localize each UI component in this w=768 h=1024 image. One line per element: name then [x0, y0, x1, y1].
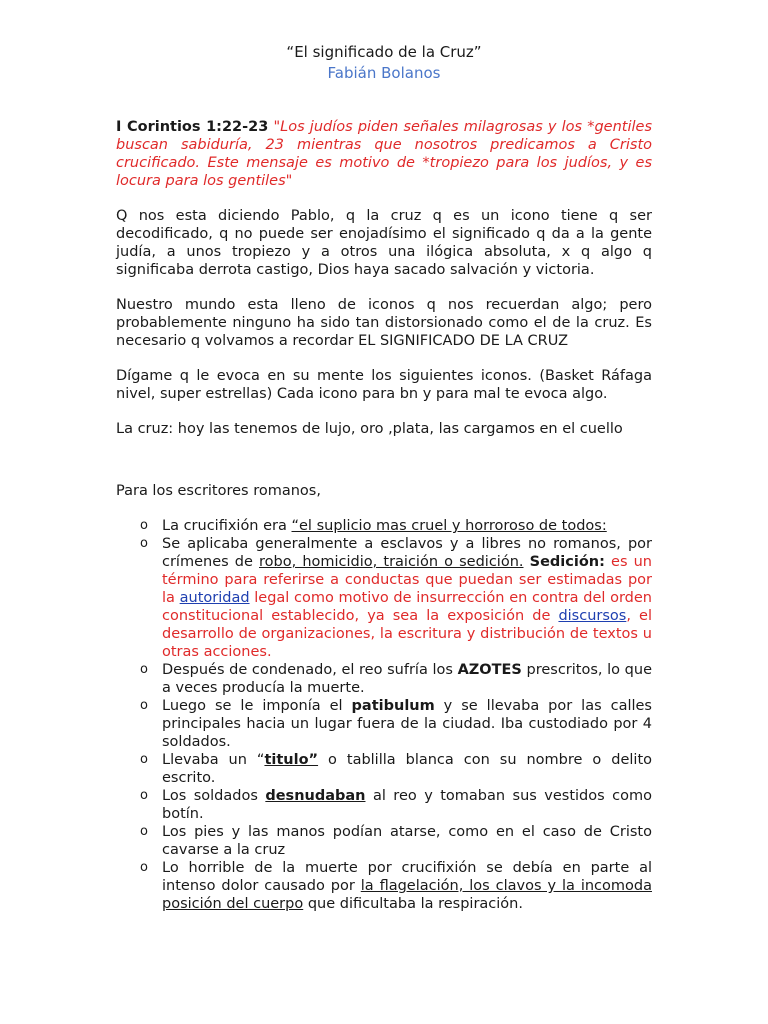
verse-reference: I Corintios 1:22-23	[116, 119, 269, 135]
list-item	[116, 823, 652, 859]
bullet-text: o tablilla blanca con su nombre o delito escrito.	[162, 752, 653, 786]
bullet-bold-term: titulo”	[264, 752, 319, 768]
list-item	[116, 517, 652, 535]
spacer	[116, 455, 652, 482]
bullet-bold-term: AZOTES	[457, 662, 522, 678]
autoridad-link[interactable]: autoridad	[179, 590, 250, 606]
bullet-marker: o	[140, 788, 148, 803]
bullet-definition-text: , el desarrollo de organizaciones, la escritura y distribución de textos u otras acciones	[162, 608, 652, 660]
bullet-list	[116, 517, 652, 913]
bullet-text: Los soldados	[162, 788, 266, 804]
paragraph-5: Para los escritores romanos,	[116, 483, 321, 499]
paragraph-1: Q nos esta diciendo Pablo, q la cruz q es un icono tiene q ser decodificado, q no puede ser enojadísimo el significado q da a la gente judía, a unos tropiezo y a otros una ilógica absoluta, x q algo q significaba derrota castigo, Dios haya sacado salvación y victoria.	[116, 208, 652, 278]
bullet-text: Luego se le imponía el	[162, 698, 352, 714]
bullet-text: y se llevaba por las calles principales hacia un lugar fuera de la ciudad. Iba custodiado por 4 soldados.	[162, 698, 652, 750]
verse-text: "Los judíos piden señales milagrosas y los *gentiles buscan sabiduría, 23 mientras que nosotros predicamos a Cristo crucificado. Este mensaje es motivo de *tropiezo para los judíos, y es locura para los gentiles"	[116, 119, 653, 189]
list-item	[116, 859, 652, 913]
list-item	[116, 535, 652, 661]
bullet-marker: o	[140, 860, 148, 875]
paragraph-2: Nuestro mundo esta lleno de iconos q nos recuerdan algo; pero probablemente ninguno ha sido tan distorsionado como el de la cruz. Es necesario q volvamos a recordar EL SIGNIFICADO DE LA CRUZ	[116, 297, 652, 349]
bullet-text: Los pies y las manos podían atarse, como en el caso de Cristo cavarse a la cruz	[162, 824, 652, 858]
document-author: Fabián Bolanos	[327, 64, 441, 82]
list-item	[116, 661, 652, 697]
bullet-text: La crucifixión era	[162, 518, 292, 534]
bullet-marker: o	[140, 698, 148, 713]
bullet-text: prescritos, lo que a veces producía la muerte.	[162, 662, 652, 696]
list-item	[116, 787, 652, 823]
paragraph-3: Dígame q le evoca en su mente los siguientes iconos. (Basket Ráfaga nivel, super estrellas) Cada icono para bn y para mal te evoca algo.	[116, 368, 652, 402]
bullet-text: que dificultaba la respiración.	[303, 896, 523, 912]
bullet-underlined-text: “el suplicio mas cruel y horroroso de todos:	[291, 518, 607, 534]
bullet-definition-text: es un término para referirse a conductas que puedan ser estimadas por la	[162, 554, 652, 606]
document-title: “El significado de la Cruz”	[286, 43, 482, 61]
list-item	[116, 751, 652, 787]
bullet-underlined-text: la flagelación, los clavos y la incomoda posición del cuerpo	[162, 878, 652, 912]
list-item	[116, 697, 652, 751]
document-body	[116, 118, 652, 913]
bullet-marker: o	[140, 662, 148, 677]
bullet-text: Llevaba un “	[162, 752, 265, 768]
bullet-text: Lo horrible de la muerte por crucifixión se debía en parte al intenso dolor causado por	[162, 860, 652, 894]
bullet-marker: o	[140, 824, 148, 839]
paragraph-4: La cruz: hoy las tenemos de lujo, oro ,plata, las cargamos en el cuello	[116, 421, 623, 437]
bullet-marker: o	[140, 518, 148, 533]
discursos-link[interactable]: discursos	[558, 608, 627, 624]
bullet-text: Se aplicaba generalmente a esclavos y a libres no romanos, por crímenes de	[162, 536, 652, 570]
bullet-definition-text: legal como motivo de insurrección en contra del orden constitucional establecido, ya sea la exposición de	[162, 590, 653, 624]
bullet-marker: o	[140, 752, 148, 767]
bullet-underlined-text: robo, homicidio, traición o sedición.	[259, 554, 524, 570]
bullet-definition-text: .	[266, 644, 272, 660]
bullet-text: al reo y tomaban sus vestidos como botín.	[162, 788, 652, 822]
bullet-marker: o	[140, 536, 148, 551]
bullet-bold-term: desnudaban	[265, 788, 366, 804]
bullet-bold-term: Sedición:	[529, 554, 605, 570]
bullet-bold-term: patibulum	[351, 698, 435, 714]
verse-paragraph	[116, 118, 652, 190]
bullet-text: Después de condenado, el reo sufría los	[162, 662, 458, 678]
